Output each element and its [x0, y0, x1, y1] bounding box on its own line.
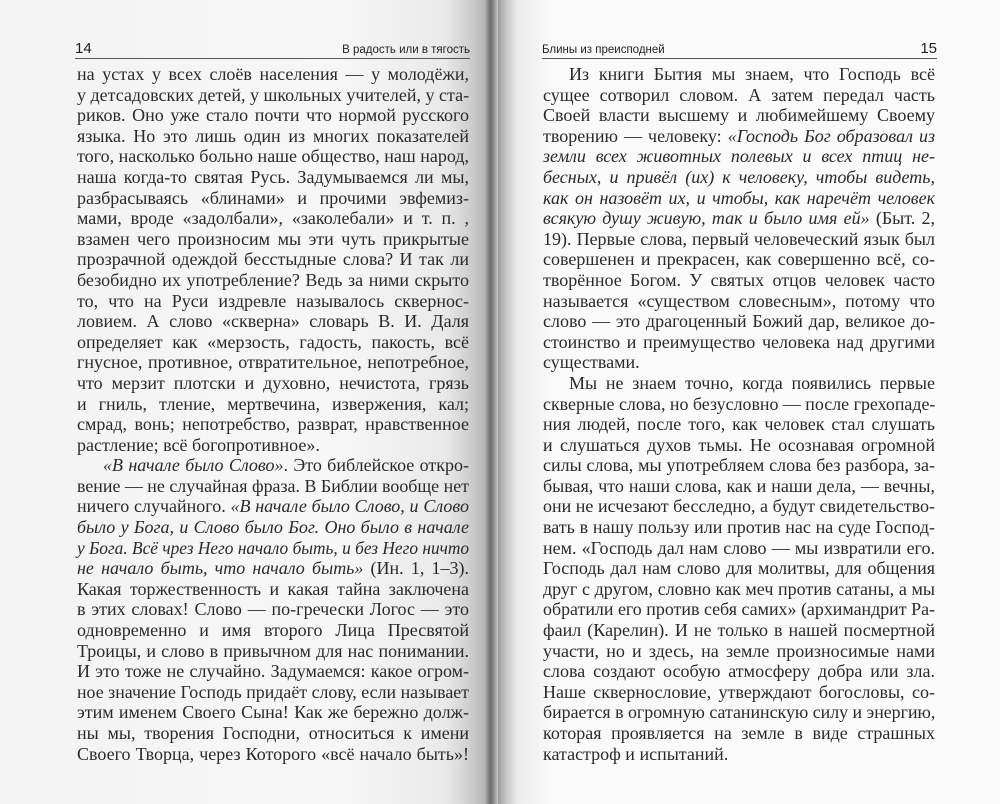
text-line: [543, 311, 935, 332]
text-segment: и гниль, тление, мертвечина, извержения, кал;: [77, 393, 469, 414]
text-line: [77, 167, 469, 188]
text-segment: одновременно и имя второго Лица Пресвятой: [77, 620, 469, 641]
text-segment: сущее сотворил словом. А затем передал часть: [543, 84, 935, 105]
text-segment: бирается в огромную сатанинскую силу и энергию,: [543, 702, 936, 723]
text-segment: они не исчезают бесследно, а будут свидетельство-: [543, 496, 935, 517]
text-line: [77, 85, 469, 106]
page-number: 14: [75, 40, 92, 57]
text-segment: в этих словах! Слово — по-гречески Логос — это: [77, 599, 469, 620]
text-line: [77, 682, 469, 703]
text-line: [543, 682, 935, 703]
text-line: [77, 229, 469, 250]
text-segment: гнусное, противное, отвратительное, непотребное,: [77, 352, 469, 373]
text-segment: обратили его против себя самих» (архимандрит Ра-: [543, 599, 935, 620]
text-line: [543, 661, 935, 682]
text-line: [77, 496, 469, 517]
text-segment: (Ин. 1, 1–3).: [363, 558, 469, 579]
text-line: [543, 599, 935, 620]
text-segment: у детсадовских детей, у школьных учителей, у ста-: [77, 84, 470, 105]
text-segment: и слушаться духов тьмы. Не осознавая огромной: [543, 434, 935, 455]
text-segment: бывая, что наши слова, как и наши дела, — вечны,: [543, 475, 935, 496]
text-segment: на устах у всех слоёв населения — у молодёжи,: [77, 64, 469, 84]
text-segment: ничего случайного.: [77, 496, 231, 517]
text-segment: что мерзит плотски и духовно, нечистота, грязь: [77, 372, 469, 393]
italic-quote-segment: «В начале было Слово»: [103, 455, 284, 476]
text-line: [77, 661, 469, 682]
text-segment: растление; всё богопротивное».: [77, 434, 320, 455]
text-segment: ловием. А слово «скверна» словарь В. И. Даля: [77, 311, 469, 332]
text-segment: существами.: [543, 352, 640, 373]
text-segment: Наше сквернословие, утверждают богословы, со-: [543, 681, 935, 702]
text-segment: Троицы, и слово в привычном для нас понимании.: [77, 640, 469, 661]
text-line: [543, 641, 935, 662]
text-segment: силы слова, мы употребляем слова без разбора, за-: [543, 455, 935, 476]
italic-quote-segment: как он назовёт их, и чтобы, как наречёт человек: [543, 187, 935, 208]
text-line: [543, 208, 935, 229]
text-segment: того, насколько больно наше общество, наш народ,: [77, 146, 469, 167]
text-segment: творению — человеку:: [543, 125, 728, 146]
book-gutter: [484, 0, 498, 804]
text-segment: смрад, вонь; непотребство, разврат, нравственное: [77, 414, 469, 435]
text-line: [77, 517, 469, 538]
text-line: [77, 599, 469, 620]
text-line: [77, 579, 469, 600]
text-line: [77, 702, 469, 723]
text-line: [77, 723, 469, 744]
text-line: [77, 641, 469, 662]
text-line: [543, 579, 935, 600]
text-segment: участи, но и здесь, на земле произносимые нами: [543, 640, 935, 661]
text-line: [543, 455, 935, 476]
text-line: [77, 744, 469, 765]
text-segment: ны мы, творения Господни, относиться к имени: [77, 723, 469, 743]
text-line: [77, 352, 469, 373]
text-segment: слова создают особую атмосферу добра или зла.: [543, 661, 935, 682]
text-segment: наша когда-то святая Русь. Задумываемся ли мы,: [77, 166, 469, 187]
text-line: [77, 435, 469, 456]
text-line: [543, 188, 935, 209]
text-segment: катастроф и испытаний.: [543, 743, 729, 764]
text-line: [77, 476, 469, 497]
text-line: [77, 188, 469, 209]
text-segment: прозрачной одеждой бесстыдные слова? И так ли: [77, 249, 469, 270]
text-segment: определяет как «мерзость, гадость, пакость, всё: [77, 331, 469, 352]
italic-quote-segment: было у Бога, и Слово было Бог. Оно было в начале: [77, 517, 469, 538]
italic-quote-segment: не начало быть, что начало быть»: [77, 558, 364, 579]
italic-quote-segment: у Бога. Всё чрез Него начало быть, и без Него ничто: [77, 537, 470, 558]
text-line: [543, 476, 935, 497]
text-line: [543, 517, 935, 538]
italic-quote-segment: «В начале было Слово, и Слово: [230, 496, 469, 517]
text-segment: Господь дал нам слово для молитвы, для общения: [543, 558, 935, 579]
text-segment: ния людей, после того, как человек стал слушать: [543, 414, 935, 435]
text-line: [543, 146, 935, 167]
italic-quote-segment: «Господь Бог образовал из: [727, 125, 935, 146]
text-line: [543, 291, 935, 312]
text-line: [77, 249, 469, 270]
text-segment: Из книги Бытия мы знаем, что Господь всё: [569, 64, 935, 84]
text-segment: которая проявляется на земле в виде страшных: [543, 723, 935, 743]
text-segment: вение — не случайная фраза. В Библии вообще нет: [77, 475, 469, 496]
text-segment: . Это библейское откро-: [283, 455, 469, 476]
running-title: Блины из преисподней: [542, 44, 665, 56]
text-segment: Мы не знаем точно, когда появились первые: [569, 372, 935, 393]
left-page-body: [77, 64, 469, 764]
text-segment: нем. «Господь дал нам слово — мы извратили его.: [543, 537, 935, 558]
text-line: [543, 85, 935, 106]
text-line: [543, 744, 935, 765]
text-segment: Своего Творца, через Которого «всё начало быть»!: [77, 743, 469, 764]
text-line: [77, 332, 469, 353]
text-line: [543, 352, 935, 373]
italic-quote-segment: бесных, и привёл (их) к человеку, чтобы видеть,: [543, 166, 935, 187]
text-line: [543, 435, 935, 456]
text-line: [543, 702, 935, 723]
text-segment: безобидно их употребление? Ведь за ними скрыто: [77, 269, 469, 290]
text-segment: стоинство и преимущество человека над другими: [543, 331, 935, 352]
text-line: [543, 332, 935, 353]
left-page-header: [75, 40, 470, 59]
text-segment: творённое Богом. У святых отцов человек часто: [543, 269, 935, 290]
text-segment: друг с другом, словно как меч против сатаны, а мы: [543, 578, 935, 599]
text-segment: совершенен и прекрасен, как совершенно всё, со-: [543, 249, 935, 270]
text-line: [77, 373, 469, 394]
right-page: [498, 0, 1000, 804]
text-line: [543, 496, 935, 517]
italic-quote-segment: земли всех животных полевых и всех птиц не-: [543, 146, 935, 167]
text-line: [543, 620, 935, 641]
text-line: [543, 394, 935, 415]
text-line: [543, 723, 935, 744]
text-segment: фаил (Карелин). И не только в нашей посмертной: [543, 620, 935, 641]
text-line: [77, 414, 469, 435]
left-page: [0, 0, 484, 804]
text-line: [77, 146, 469, 167]
right-page-body: [543, 64, 935, 764]
text-segment: И это тоже не случайно. Задумаемся: какое огром-: [77, 661, 469, 682]
text-line: [77, 455, 469, 476]
text-segment: слово — это драгоценный Божий дар, великое до-: [543, 311, 935, 332]
text-line: [543, 538, 935, 559]
text-line: [543, 249, 935, 270]
text-segment: мами, вроде «задолбали», «заколебали» и т. п. ,: [77, 208, 469, 229]
text-segment: языка. Но это лишь один из многих показателей: [77, 125, 469, 146]
text-line: [543, 167, 935, 188]
page-number: 15: [920, 40, 937, 57]
text-segment: взамен чего произносим мы эти чуть прикрытые: [77, 228, 469, 249]
text-line: [77, 64, 469, 85]
text-segment: риков. Оно уже стало почти что нормой русского: [77, 105, 469, 126]
text-segment: называется «существом словесным», потому что: [543, 290, 935, 311]
text-line: [543, 126, 935, 147]
text-line: [543, 105, 935, 126]
text-segment: то, что на Руси издревле называлось скверноc-: [77, 290, 469, 311]
text-line: [543, 229, 935, 250]
text-line: [77, 208, 469, 229]
text-segment: Своей власти высшему и любимейшему Своему: [543, 105, 935, 126]
text-segment: скверные слова, но безусловно — после грехопаде-: [543, 393, 936, 414]
text-line: [77, 270, 469, 291]
text-segment: Какая торжественность и какая тайна заключена: [77, 578, 469, 599]
text-line: [543, 64, 935, 85]
text-line: [77, 558, 469, 579]
italic-quote-segment: всякую душу живую, так и было имя ей»: [543, 208, 870, 229]
text-line: [77, 394, 469, 415]
text-line: [543, 270, 935, 291]
running-title: В радость или в тягость: [342, 44, 470, 56]
text-line: [77, 620, 469, 641]
text-line: [77, 538, 469, 559]
text-line: [543, 558, 935, 579]
text-segment: разбрасываясь «блинами» и прочими эвфемиз-: [77, 187, 469, 208]
text-line: [77, 311, 469, 332]
text-segment: вать в нашу пользу или против нас на суде Господ-: [543, 517, 935, 538]
text-segment: 19). Первые слова, первый человеческий язык был: [543, 228, 935, 249]
text-segment: ное значение Господь придаёт слову, если называет: [77, 681, 469, 702]
text-line: [77, 291, 469, 312]
right-page-header: [542, 40, 937, 59]
text-line: [543, 414, 935, 435]
text-line: [77, 105, 469, 126]
text-line: [77, 126, 469, 147]
text-line: [543, 373, 935, 394]
text-segment: (Быт. 2,: [869, 208, 936, 229]
text-segment: этим именем Своего Сына! Как же бережно долж-: [77, 702, 469, 723]
